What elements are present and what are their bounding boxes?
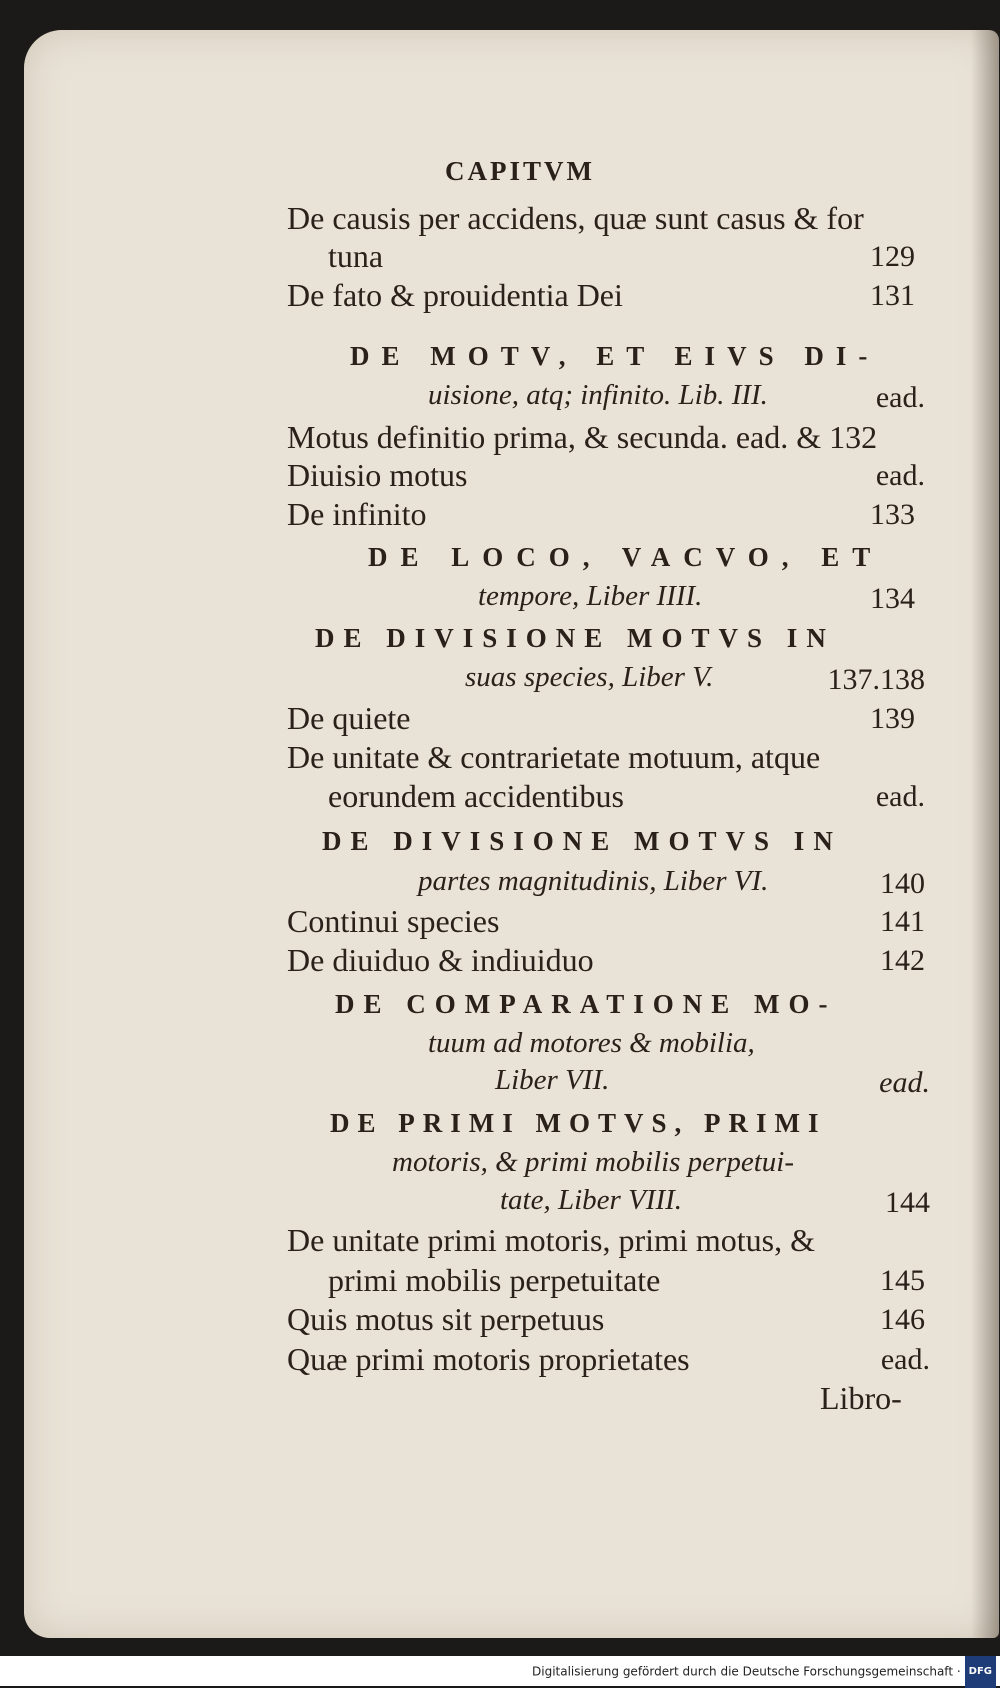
section-heading: DE MOTV, ET EIVS DI- (350, 341, 880, 371)
section-subtitle: tuum ad motores & mobilia, (428, 1027, 755, 1059)
catchword: Libro- (820, 1380, 902, 1416)
toc-entry-text: De quiete (287, 700, 411, 736)
toc-page-number: 145 (880, 1264, 925, 1297)
toc-entry-text: Quis motus sit perpetuus (287, 1301, 605, 1337)
toc-entry-text: primi mobilis perpetuitate (328, 1262, 661, 1298)
digitization-footer (0, 1656, 1000, 1686)
section-subtitle: tate, Liber VIII. (500, 1184, 683, 1216)
section-heading: DE DIVISIONE MOTVS IN (315, 623, 835, 653)
toc-entry-text: De unitate primi motoris, primi motus, & (287, 1222, 815, 1258)
toc-page-number: 141 (880, 905, 925, 938)
toc-entry-text: eorundem accidentibus (328, 778, 624, 814)
footer-credit: Digitalisierung gefördert durch die Deutsche Forschungsgemeinschaft · (532, 1664, 961, 1679)
toc-entry-text: Diuisio motus (287, 457, 468, 493)
section-heading: DE DIVISIONE MOTVS IN (322, 826, 842, 856)
toc-page-number: 144 (885, 1186, 930, 1219)
dfg-logo: DFG (965, 1656, 996, 1688)
toc-page-number: ead. (875, 381, 925, 414)
toc-page-number: 146 (880, 1303, 925, 1336)
section-subtitle: uisione, atq; infinito. Lib. III. (428, 379, 768, 411)
page-header: CAPITVM (445, 156, 595, 186)
toc-page-number: ead. (875, 459, 925, 492)
toc-page-number: 137.138 (827, 663, 925, 696)
toc-page-number: ead. (879, 1066, 930, 1099)
toc-page-number: 133 (870, 498, 915, 531)
section-heading: DE PRIMI MOTVS, PRIMI (330, 1108, 827, 1138)
toc-page-number: 129 (870, 240, 915, 273)
toc-entry-text: De unitate & contrarietate motuum, atque (287, 739, 821, 775)
section-subtitle: motoris, & primi mobilis perpetui- (392, 1146, 794, 1178)
section-subtitle: partes magnitudinis, Liber VI. (418, 865, 769, 897)
toc-entry-text: Motus definitio prima, & secunda. ead. & 132 (287, 419, 878, 455)
section-heading: DE COMPARATIONE MO- (335, 989, 837, 1019)
toc-page-number: ead. (875, 780, 925, 813)
toc-page-number: 140 (880, 867, 925, 900)
toc-page-number: 139 (870, 702, 915, 735)
section-subtitle: tempore, Liber IIII. (478, 580, 703, 612)
toc-entry-text: De causis per accidens, quæ sunt casus & for (287, 200, 864, 236)
toc-entry-text: Continui species (287, 903, 500, 939)
toc-page-number: 134 (870, 582, 915, 615)
section-heading: DE LOCO, VACVO, ET (368, 542, 884, 572)
section-subtitle: suas species, Liber V. (465, 661, 714, 693)
toc-page-number: ead. (880, 1343, 930, 1376)
toc-entry-text: Quæ primi motoris proprietates (287, 1341, 690, 1377)
toc-page-number: 131 (870, 279, 915, 312)
toc-entry-text: De diuiduo & indiuiduo (287, 942, 594, 978)
toc-page-number: 142 (880, 944, 925, 977)
toc-entry-text: De infinito (287, 496, 427, 532)
section-subtitle: Liber VII. (495, 1064, 610, 1096)
toc-entry-text: De fato & prouidentia Dei (287, 277, 623, 313)
toc-entry-text: tuna (328, 238, 384, 274)
